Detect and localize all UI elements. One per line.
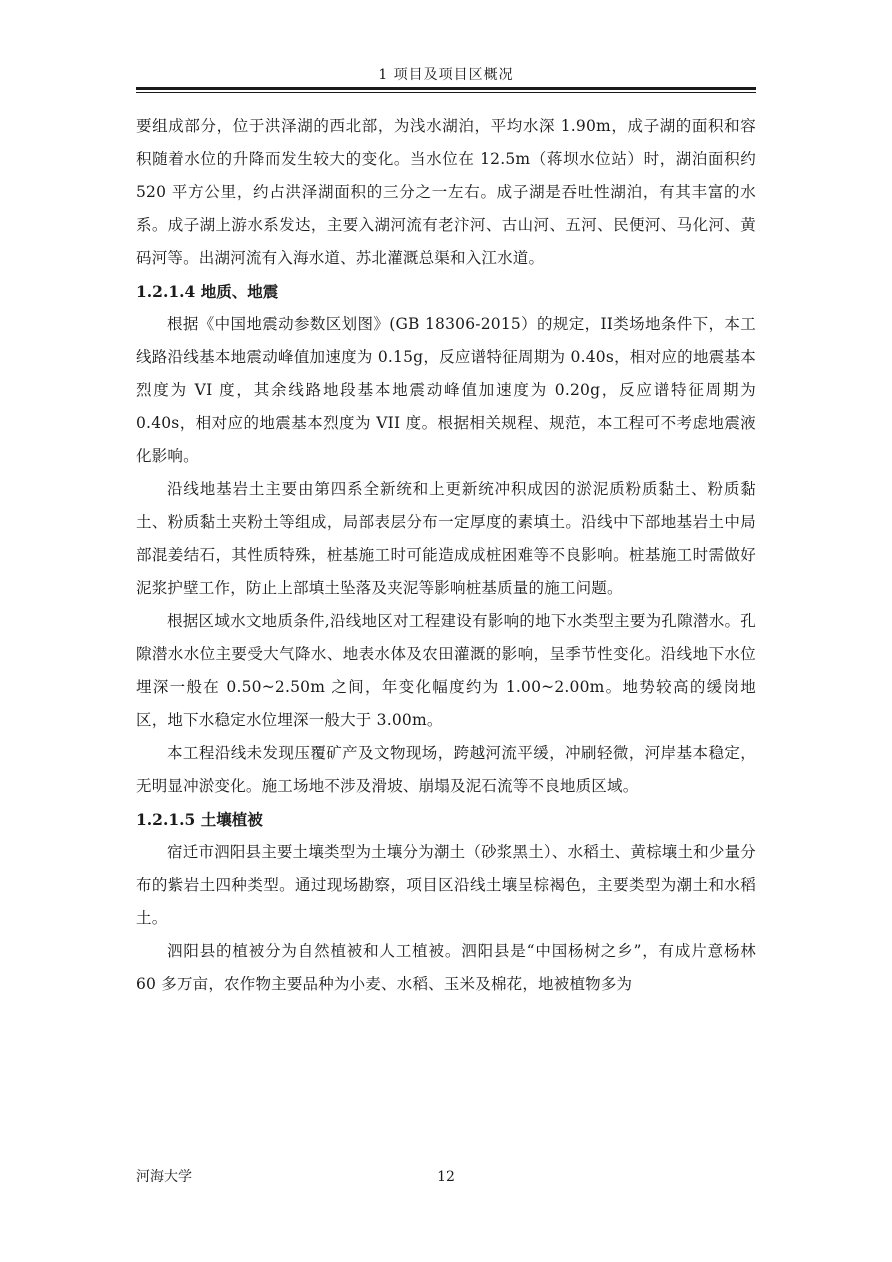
paragraph-geologic-hazards: 本工程沿线未发现压覆矿产及文物现场，跨越河流平缓，冲刷轻微，河岸基本稳定，无明显冲淤变化。施工场地不涉及滑坡、崩塌及泥石流等不良地质区域。 bbox=[136, 744, 756, 795]
page-number: 12 bbox=[437, 1169, 455, 1185]
paragraph-groundwater: 根据区域水文地质条件,沿线地区对工程建设有影响的地下水类型主要为孔隙潜水。孔隙潜水水位主要受大气降水、地表水体及农田灌溉的影响，呈季节性变化。沿线地下水位埋深一般在 0.50~2.50m 之间，年变化幅度约为 1.00~2.00m。地势较高的缓岗地区，地下水稳定水位埋深一般大于 3.00m。 bbox=[136, 612, 756, 729]
paragraph-vegetation: 泗阳县的植被分为自然植被和人工植被。泗阳县是“中国杨树之乡”，有成片意杨林 60 多万亩，农作物主要品种为小麦、水稻、玉米及棉花，地被植物多为 bbox=[136, 942, 756, 993]
running-header: 1 项目及项目区概况 bbox=[378, 67, 514, 83]
header-rule-thin bbox=[136, 92, 756, 93]
section-heading-soil-vegetation: 1.2.1.5 土壤植被 bbox=[136, 810, 263, 829]
header-rule-thick bbox=[136, 87, 756, 90]
paragraph-soil-types: 宿迁市泗阳县主要土壤类型为土壤分为潮土（砂浆黑土）、水稻土、黄棕壤土和少量分布的紫岩土四种类型。通过现场勘察，项目区沿线土壤呈棕褐色，主要类型为潮土和水稻土。 bbox=[136, 843, 756, 927]
section-heading-geology: 1.2.1.4 地质、地震 bbox=[136, 282, 279, 301]
paragraph-foundation-soil: 沿线地基岩土主要由第四系全新统和上更新统冲积成因的淤泥质粉质黏土、粉质黏土、粉质黏土夹粉土等组成，局部表层分布一定厚度的素填土。沿线中下部地基岩土中局部混姜结石，其性质特殊，桩基施工时可能造成成桩困难等不良影响。桩基施工时需做好泥浆护壁工作，防止上部填土坠落及夹泥等影响桩基质量的施工问题。 bbox=[136, 480, 756, 597]
body-text bbox=[136, 110, 756, 1001]
paragraph-seismic: 根据《中国地震动参数区划图》(GB 18306-2015）的规定，II类场地条件下，本工线路沿线基本地震动峰值加速度为 0.15g，反应谱特征周期为 0.40s，相对应的地震基本烈度为 VI 度，其余线路地段基本地震动峰值加速度为 0.20g，反应谱特征周期为 0.40s，相对应的地震基本烈度为 VII 度。根据相关规程、规范，本工程可不考虑地震液化影响。 bbox=[136, 315, 756, 465]
paragraph-lake-continued: 要组成部分，位于洪泽湖的西北部，为浅水湖泊，平均水深 1.90m，成子湖的面积和容积随着水位的升降而发生较大的变化。当水位在 12.5m（蒋坝水位站）时，湖泊面积约 520 平方公里，约占洪泽湖面积的三分之一左右。成子湖是吞吐性湖泊，有其丰富的水系。成子湖上游水系发达，主要入湖河流有老汴河、古山河、五河、民便河、马化河、黄码河等。出湖河流有入海水道、苏北灌溉总渠和入江水道。 bbox=[136, 117, 756, 267]
footer-institution: 河海大学 bbox=[136, 1169, 192, 1185]
